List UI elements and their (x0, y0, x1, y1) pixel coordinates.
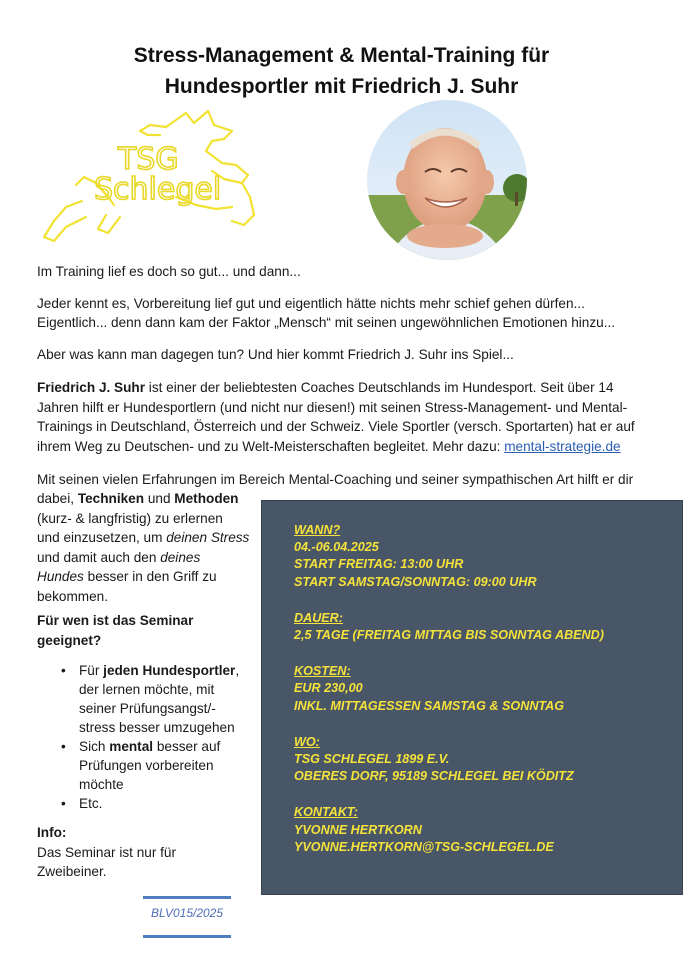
bio-line-2: Jahren hilft er Hundesportlern (und nicht nur diesen!) mit seinen Stress-Management- und Mental- (37, 399, 628, 415)
bullet-text: stress besser umzugehen (79, 720, 235, 735)
coaching-text: besser in den Griff zu (83, 569, 217, 584)
bullet-text: Prüfungen vorbereiten (79, 758, 214, 773)
intro-paragraph-2a: Jeder kennt es, Vorbereitung lief gut und eigentlich hätte nichts mehr schief gehen dürfen... (37, 296, 585, 311)
bio-line-3: Trainings in Deutschland, Österreich und der Schweiz. Viele Sportler (versch. Sportarten) hat er auf (37, 419, 635, 434)
bullet-text: Sich (79, 739, 110, 754)
bullet-bold-text: mental (109, 739, 154, 754)
bullet-icon: • (61, 796, 66, 811)
title-line-1: Stress-Management & Mental-Training für (133, 44, 550, 67)
coaching-bold-methoden: Methoden (174, 491, 239, 506)
kosten-label: KOSTEN: (294, 664, 351, 679)
duration: 2,5 TAGE (FREITAG MITTAG BIS SONNTAG ABEND) (294, 628, 604, 643)
bullet-text: möchte (79, 777, 124, 792)
info-line-2: Zweibeiner. (37, 864, 107, 879)
coaching-line-3: (kurz- & langfristig) zu erlernen (37, 510, 223, 526)
target-heading (37, 611, 259, 650)
bullet-text: Etc. (79, 796, 103, 811)
info-heading: Info: (37, 825, 67, 840)
coaching-italic-deines: deines (160, 549, 201, 565)
dauer-label: DAUER: (294, 610, 343, 625)
venue: TSG SCHLEGEL 1899 E.V. (294, 752, 450, 767)
start-weekend: START SAMSTAG/SONNTAG: 09:00 UHR (294, 574, 537, 589)
tsg-schlegel-logo (36, 105, 266, 255)
info-line-1: Das Seminar ist nur für (37, 844, 177, 860)
coaching-bold-techniken: Techniken (77, 491, 145, 506)
info-block (37, 823, 259, 882)
coaching-line-1: Mit seinen vielen Erfahrungen im Bereich Mental-Coaching und seiner sympathischen Art hilft er dir (37, 472, 634, 487)
target-heading-line-1: Für wen ist das Seminar (37, 613, 194, 628)
bio-line-1: ist einer der beliebtesten Coaches Deutschlands im Hundesport. Seit über 14 (145, 380, 614, 395)
logo-text-tsg: TSG (118, 142, 179, 177)
intro-paragraph-3: Aber was kann man dagegen tun? Und hier kommt Friedrich J. Suhr ins Spiel... (37, 347, 514, 362)
price-includes: INKL. MITTAGESSEN SAMSTAG & SONNTAG (294, 698, 565, 713)
reference-code: BLV015/2025 (150, 906, 224, 920)
target-bullet-list (57, 661, 257, 813)
wann-label: WANN? (294, 523, 341, 537)
coaching-text: und einzusetzen, um (37, 530, 167, 545)
title-line-2: Hundesportler mit Friedrich J. Suhr (164, 75, 519, 98)
kontakt-label: KONTAKT: (294, 805, 358, 820)
reference-bottom-line (143, 935, 231, 938)
intro-paragraph-2b: Eigentlich... denn dann kam der Faktor „Mensch“ mit seinen ungewöhnlichen Emotionen hinzu... (37, 315, 616, 330)
page-title (0, 40, 683, 102)
bio-name: Friedrich J. Suhr (37, 380, 146, 395)
bio-line-4: ihrem Weg zu Deutschen- und zu Welt-Meisterschaften begleitet. Mehr dazu: (37, 438, 505, 454)
bullet-icon: • (61, 739, 66, 754)
portrait-photo (367, 100, 527, 260)
bullet-item-1 (57, 661, 257, 737)
coaching-text: und (144, 491, 175, 506)
bullet-icon: • (61, 663, 66, 678)
event-date: 04.-06.04.2025 (294, 540, 379, 555)
bullet-text: besser auf (153, 739, 221, 754)
contact-email: YVONNE.HERTKORN@TSG-SCHLEGEL.DE (294, 839, 554, 854)
coaching-italic-stress: deinen Stress (166, 530, 250, 545)
address: OBERES DORF, 95189 SCHLEGEL BEI KÖDITZ (294, 769, 574, 784)
coaching-text: und damit auch den (37, 549, 161, 565)
event-details-text (294, 522, 604, 856)
bullet-item-2 (57, 737, 257, 794)
bullet-text: Für (79, 663, 104, 678)
bullet-bold-text: jeden Hundesportler (103, 663, 236, 678)
intro-paragraph-1: Im Training lief es doch so gut... und dann... (37, 264, 301, 279)
coaching-paragraph (37, 489, 259, 606)
coaching-text: dabei, (37, 491, 78, 506)
logo-text-schlegel: Schlegel (94, 172, 222, 207)
price: EUR 230,00 (294, 681, 363, 696)
bio-paragraph (37, 378, 635, 456)
bullet-text: seiner Prüfungsangst/- (79, 701, 216, 716)
reference-top-line (143, 896, 231, 899)
coaching-line-7: bekommen. (37, 588, 109, 604)
bullet-item-3 (57, 794, 257, 813)
bullet-text: der lernen möchte, mit (79, 682, 215, 697)
bullet-text: , (235, 663, 240, 678)
target-heading-line-2: geeignet? (37, 632, 102, 648)
wo-label: WO: (294, 734, 320, 749)
contact-name: YVONNE HERTKORN (294, 822, 422, 837)
coaching-italic-hundes: Hundes (37, 569, 84, 584)
start-friday: START FREITAG: 13:00 UHR (294, 557, 464, 572)
mental-strategie-link[interactable]: mental-strategie.de (504, 438, 621, 454)
